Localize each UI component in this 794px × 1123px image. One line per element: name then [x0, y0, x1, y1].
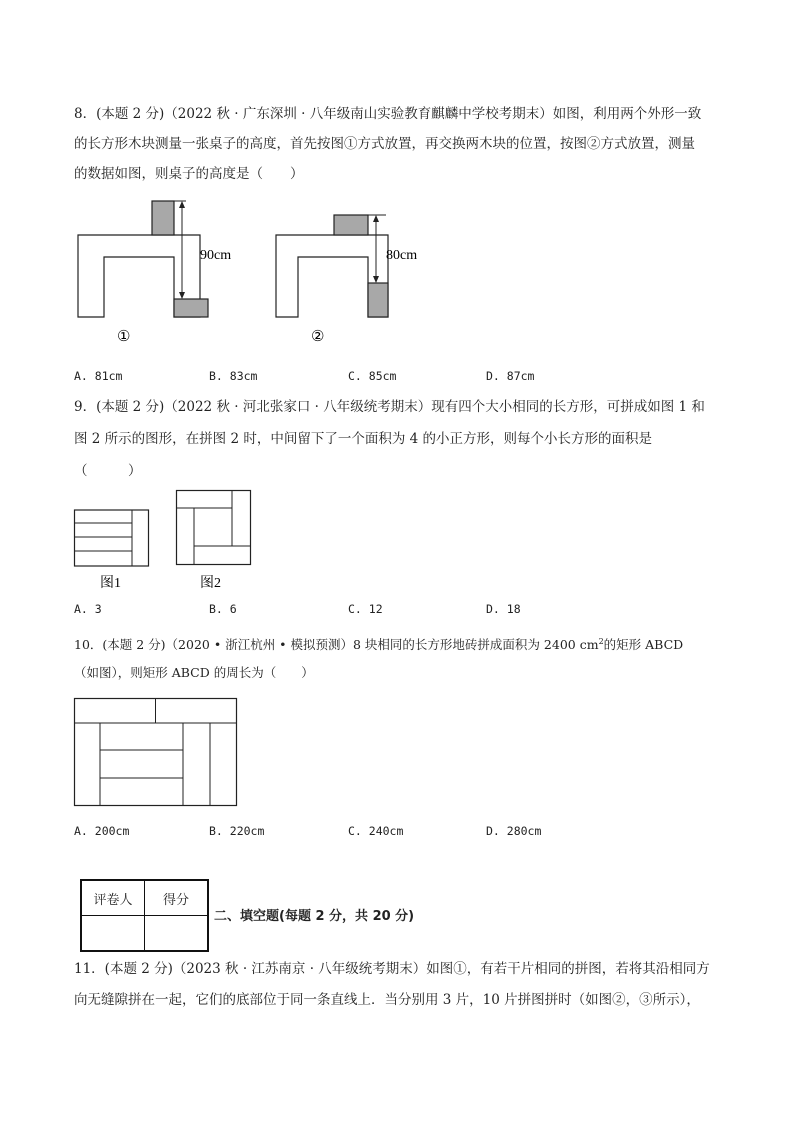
measure-label-2: 80cm: [386, 248, 418, 263]
block-top-1: [152, 201, 174, 235]
q9-figure-2: [176, 490, 266, 590]
q8-option-a[interactable]: A. 81cm: [74, 369, 123, 383]
q10-text-line1: 10．(本题 2 分)（2020 • 浙江杭州 • 模拟预测）8 块相同的长方形地砖拼成面积为 2400 $cm^2$的矩形 ABCD: [74, 637, 684, 653]
block-bottom-2: [368, 283, 388, 317]
score-header: 得分: [145, 880, 209, 916]
q9-fig2-caption: 图2: [200, 576, 221, 591]
fig1-caption: ①: [117, 329, 131, 345]
q10-option-a[interactable]: A. 200cm: [74, 824, 130, 838]
q8-figure-1: [70, 195, 260, 350]
score-table: [80, 879, 209, 952]
q9-fig1-caption: 图1: [100, 576, 121, 591]
q8-option-c[interactable]: C. 85cm: [348, 369, 397, 383]
q9-option-d[interactable]: D. 18: [486, 602, 521, 616]
q8-text-line2: 的长方形木块测量一张桌子的高度，首先按图①方式放置，再交换两木块的位置，按图②方式放置，测量: [74, 136, 695, 152]
q8-figure-2: [268, 195, 458, 350]
q8-text-line1: 8．(本题 2 分)（2022 秋 · 广东深圳 · 八年级南山实验教育麒麟中学校考期末）如图，利用两个外形一致: [74, 106, 702, 122]
q9-figure-1: [74, 490, 164, 590]
q8-option-b[interactable]: B. 83cm: [209, 369, 258, 383]
q9-text-line1: 9．(本题 2 分)（2022 秋 · 河北张家口 · 八年级统考期末）现有四个大小相同的长方形，可拼成如图 1 和: [74, 399, 705, 415]
q8-text-line3: 的数据如图，则桌子的高度是（ ）: [74, 166, 304, 182]
q10-option-c[interactable]: C. 240cm: [348, 824, 404, 838]
q11-text-line1: 11．(本题 2 分)（2023 秋 · 江苏南京 · 八年级统考期末）如图①，有若干片相同的拼图，若将其沿相同方: [74, 961, 710, 977]
q9-text-line2: 图 2 所示的图形，在拼图 2 时，中间留下了一个面积为 4 的小正方形，则每个小长方形的面积是: [74, 431, 653, 447]
measure-label-1: 90cm: [200, 248, 232, 263]
q8-option-d[interactable]: D. 87cm: [486, 369, 535, 383]
section-title: 二、填空题(每题 2 分，共 20 分): [214, 909, 415, 924]
q9-option-a[interactable]: A. 3: [74, 602, 102, 616]
q9-option-c[interactable]: C. 12: [348, 602, 383, 616]
block-top-2: [334, 215, 368, 235]
grader-cell[interactable]: [81, 916, 145, 952]
q10-option-d[interactable]: D. 280cm: [486, 824, 542, 838]
score-cell[interactable]: [145, 916, 209, 952]
q10-option-b[interactable]: B. 220cm: [209, 824, 265, 838]
q10-figure: [74, 698, 239, 808]
q11-text-line2: 向无缝隙拼在一起，它们的底部位于同一条直线上．当分别用 3 片，10 片拼图拼时（如图②，③所示），: [74, 992, 700, 1008]
grader-header: 评卷人: [81, 880, 145, 916]
block-bottom-1: [174, 299, 208, 317]
fig2-caption: ②: [311, 329, 325, 345]
q9-text-line3: （ ）: [74, 463, 142, 479]
q10-text-line2: （如图），则矩形 ABCD 的周长为（ ）: [74, 665, 314, 680]
q9-option-b[interactable]: B. 6: [209, 602, 237, 616]
